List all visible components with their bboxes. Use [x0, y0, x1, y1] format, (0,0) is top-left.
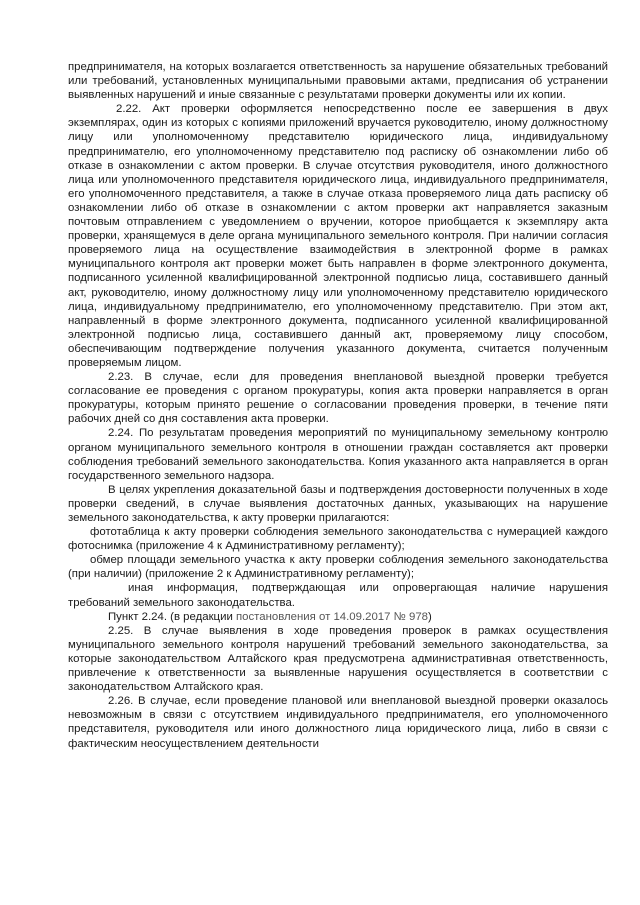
amendment-note-suffix: ) — [428, 610, 432, 623]
paragraph-2-25: 2.25. В случае выявления в ходе проведения проверок в рамках осуществления муниципального земельного контроля нарушений требований земельного законодательства, за которые законодательством Алтайского края предусмотрена административная ответственность, привлечение к ответственности за выявленные нарушения осуществляется в соответствии с законодательством Алтайского края. — [68, 624, 608, 694]
list-item-photo-table: фототаблица к акту проверки соблюдения земельного законодательства с нумерацией каждого фотоснимка (приложение 4 к Административному регламенту); — [68, 526, 608, 553]
paragraph-2-23: 2.23. В случае, если для проведения внеплановой выездной проверки требуется согласование ее проведения с органом прокуратуры, копия акта проверки направляется в орган прокуратуры, которым принято решение о согласовании проведения проверки, в течение пяти рабочих дней со дня составления акта проверки. — [68, 371, 608, 426]
amendment-note-prefix: Пункт 2.24. (в редакции — [108, 610, 233, 623]
paragraph-2-26: 2.26. В случае, если проведение плановой или внеплановой выездной проверки оказалось невозможным в связи с отсутствием индивидуального предпринимателя, его уполномоченного представителя, руководителя или иного должностного лица юридического лица, либо в связи с фактическим неосуществлением деятельности — [68, 695, 608, 750]
paragraph-continuation: предпринимателя, на которых возлагается ответственность за нарушение обязательных требований или требований, установленных муниципальными правовыми актами, предписания об устранении выявленных нарушений и иные связанные с результатами проверки документы или их копии. — [68, 61, 608, 102]
document-page — [68, 60, 608, 751]
list-item-measurement: обмер площади земельного участка к акту проверки соблюдения земельного законодательства (при наличии) (приложение 2 к Административному регламенту); — [68, 554, 608, 581]
paragraph-evidence: В целях укрепления доказательной базы и подтверждения достоверности полученных в ходе проверки сведений, в случае выявления достаточных данных, указывающих на нарушение земельного законодательства, к акту проверки прилагаются: — [68, 483, 608, 524]
paragraph-2-22: 2.22. Акт проверки оформляется непосредственно после ее завершения в двух экземплярах, один из которых с копиями приложений вручается руководителю, иному должностному лицу или уполномоченному представителю юридического лица, индивидуальному предпринимателю, его уполномоченному представителю под расписку об ознакомлении либо об отказе в ознакомлении с актом проверки. В случае отсутствия руководителя, иного должностного лица или уполномоченного представителя юридического лица, индивидуального предпринимателя, его уполномоченного представителя, а также в случае отказа проверяемого лица дать расписку об ознакомлении либо об отказе в ознакомлении с актом проверки акт направляется заказным почтовым отправлением с уведомлением о вручении, которое приобщается к экземпляру акта проверки, хранящемуся в деле органа муниципального земельного контроля. При наличии согласия проверяемого лица на осуществление взаимодействия в электронной форме в рамках муниципального контроля акт проверки может быть направлен в форме электронного документа, подписанного усиленной квалифицированной электронной подписью лица, составившего данный акт, руководителю, иному должностному лицу или уполномоченному представителю юридического лица, индивидуальному предпринимателю, его уполномоченному представителю. При этом акт, направленный в форме электронного документа, подписанного усиленной квалифицированной электронной подписью лица, составившего данный акт, проверяемому лицу способом, обеспечивающим подтверждение получения указанного документа, считается полученным проверяемым лицом. — [68, 103, 608, 369]
amendment-note — [68, 610, 608, 624]
list-item-other-info: иная информация, подтверждающая или опровергающая наличие нарушения требований земельного законодательства. — [68, 582, 608, 609]
amendment-reference-link[interactable]: постановления от 14.09.2017 № 978 — [235, 610, 429, 623]
paragraph-2-24: 2.24. По результатам проведения мероприятий по муниципальному земельному контролю органом муниципального земельного контроля в отношении граждан составляется акт проверки соблюдения требований земельного законодательства. Копия указанного акта направляется в орган государственного земельного надзора. — [68, 427, 608, 482]
